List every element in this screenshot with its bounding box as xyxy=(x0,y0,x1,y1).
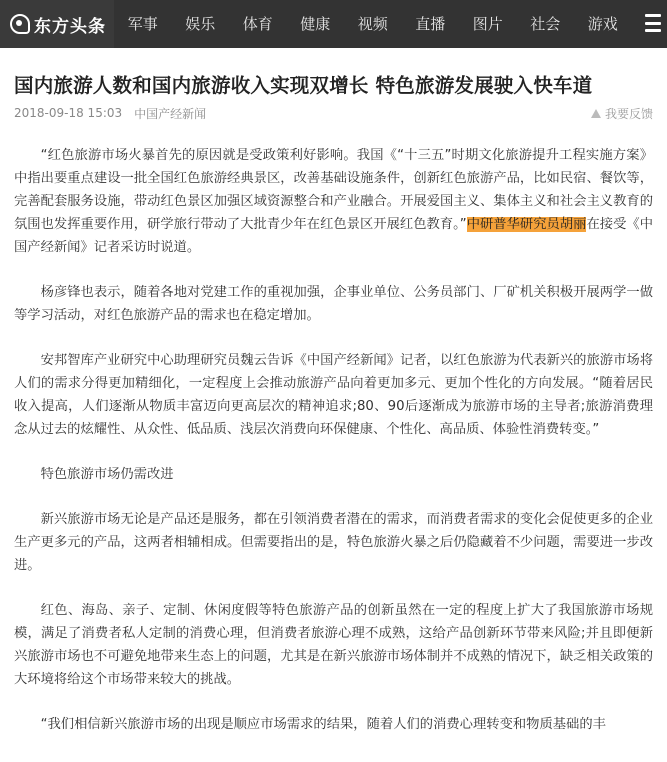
logo-text: 东方头条 xyxy=(34,16,106,37)
feedback-button[interactable] xyxy=(591,105,653,122)
paragraph-1-tail: 在接受《中国产经新闻》记者采访时说道。 xyxy=(14,217,653,255)
paragraph-5: 红色、海岛、亲子、定制、休闲度假等特色旅游产品的创新虽然在一定的程度上扩大了我国旅游市场规模，满足了消费者私人定制的消费心理，但消费者旅游心理不成熟，这给产品创新环节带来风险;并且即便新兴旅游市场也不可避免地带来生态上的问题，尤其是在新兴旅游市场体制并不成熟的情况下，缺乏相关政策的大环境将给这个市场带来较大的挑战。 xyxy=(14,603,653,687)
publish-date: 2018-09-18 15:03 xyxy=(14,106,123,120)
nav-item-pictures[interactable]: 图片 xyxy=(472,15,503,33)
article-body xyxy=(14,144,653,736)
paragraph-1 xyxy=(14,144,653,259)
article xyxy=(0,72,667,736)
nav-item-entertainment[interactable]: 娱乐 xyxy=(185,15,216,33)
nav-item-live[interactable]: 直播 xyxy=(415,15,446,33)
nav-item-military[interactable]: 军事 xyxy=(127,15,158,33)
warning-icon xyxy=(591,109,601,118)
article-meta xyxy=(14,104,653,122)
channel-nav xyxy=(114,0,632,48)
site-logo[interactable] xyxy=(0,0,114,48)
nav-item-sports[interactable]: 体育 xyxy=(242,15,273,33)
logo-icon xyxy=(10,14,30,34)
top-navigation-bar xyxy=(0,0,667,48)
article-title: 国内旅游人数和国内旅游收入实现双增长 特色旅游发展驶入快车道 xyxy=(14,74,593,97)
paragraph-3: 安邦智库产业研究中心助理研究员魏云告诉《中国产经新闻》记者，以红色旅游为代表新兴的旅游市场将人们的需求分得更加精细化，一定程度上会推动旅游产品向着更加多元、更加个性化的方向发展。“随着居民收入提高，人们逐渐从物质丰富迈向更高层次的精神追求;80、90后逐渐成为旅游市场的主导者;旅游消费理念从过去的炫耀性、从众性、低品质、浅层次消费向环保健康、个性化、高品质、体验性消费转变。” xyxy=(14,353,653,437)
highlighted-text: 中研普华研究员胡丽 xyxy=(466,217,587,232)
paragraph-2: 杨彦锋也表示，随着各地对党建工作的重视加强，企事业单位、公务员部门、厂矿机关积极开展两学一做等学习活动，对红色旅游产品的需求也在稳定增加。 xyxy=(14,285,653,323)
nav-item-games[interactable]: 游戏 xyxy=(587,15,618,33)
paragraph-6: “我们相信新兴旅游市场的出现是顺应市场需求的结果，随着人们的消费心理转变和物质基础的丰 xyxy=(40,717,606,732)
nav-item-society[interactable]: 社会 xyxy=(530,15,561,33)
menu-icon[interactable] xyxy=(645,14,661,32)
feedback-label: 我要反馈 xyxy=(604,106,653,121)
paragraph-4: 新兴旅游市场无论是产品还是服务，都在引领消费者潜在的需求，而消费者需求的变化会促使更多的企业生产更多元的产品，这两者相辅相成。但需要指出的是，特色旅游火暴之后仍隐藏着不少问题，需要进一步改进。 xyxy=(14,512,653,573)
nav-item-video[interactable]: 视频 xyxy=(357,15,388,33)
article-source[interactable]: 中国产经新闻 xyxy=(134,106,207,121)
section-subheading: 特色旅游市场仍需改进 xyxy=(40,467,174,482)
paragraph-1-text: “红色旅游市场火暴首先的原因就是受政策利好影响。我国《“十三五”时期文化旅游提升工程实施方案》中指出要重点建设一批全国红色旅游经典景区，改善基础设施条件，创新红色旅游产品，比如民宿、餐饮等，完善配套服务设施，带动红色景区加强区域资源整合和产业融合。开展爱国主义、集体主义和社会主义教育的氛围也发挥重要作用，研学旅行带动了大批青少年在红色景区开展红色教育。” xyxy=(14,148,653,232)
nav-item-health[interactable]: 健康 xyxy=(300,15,331,33)
